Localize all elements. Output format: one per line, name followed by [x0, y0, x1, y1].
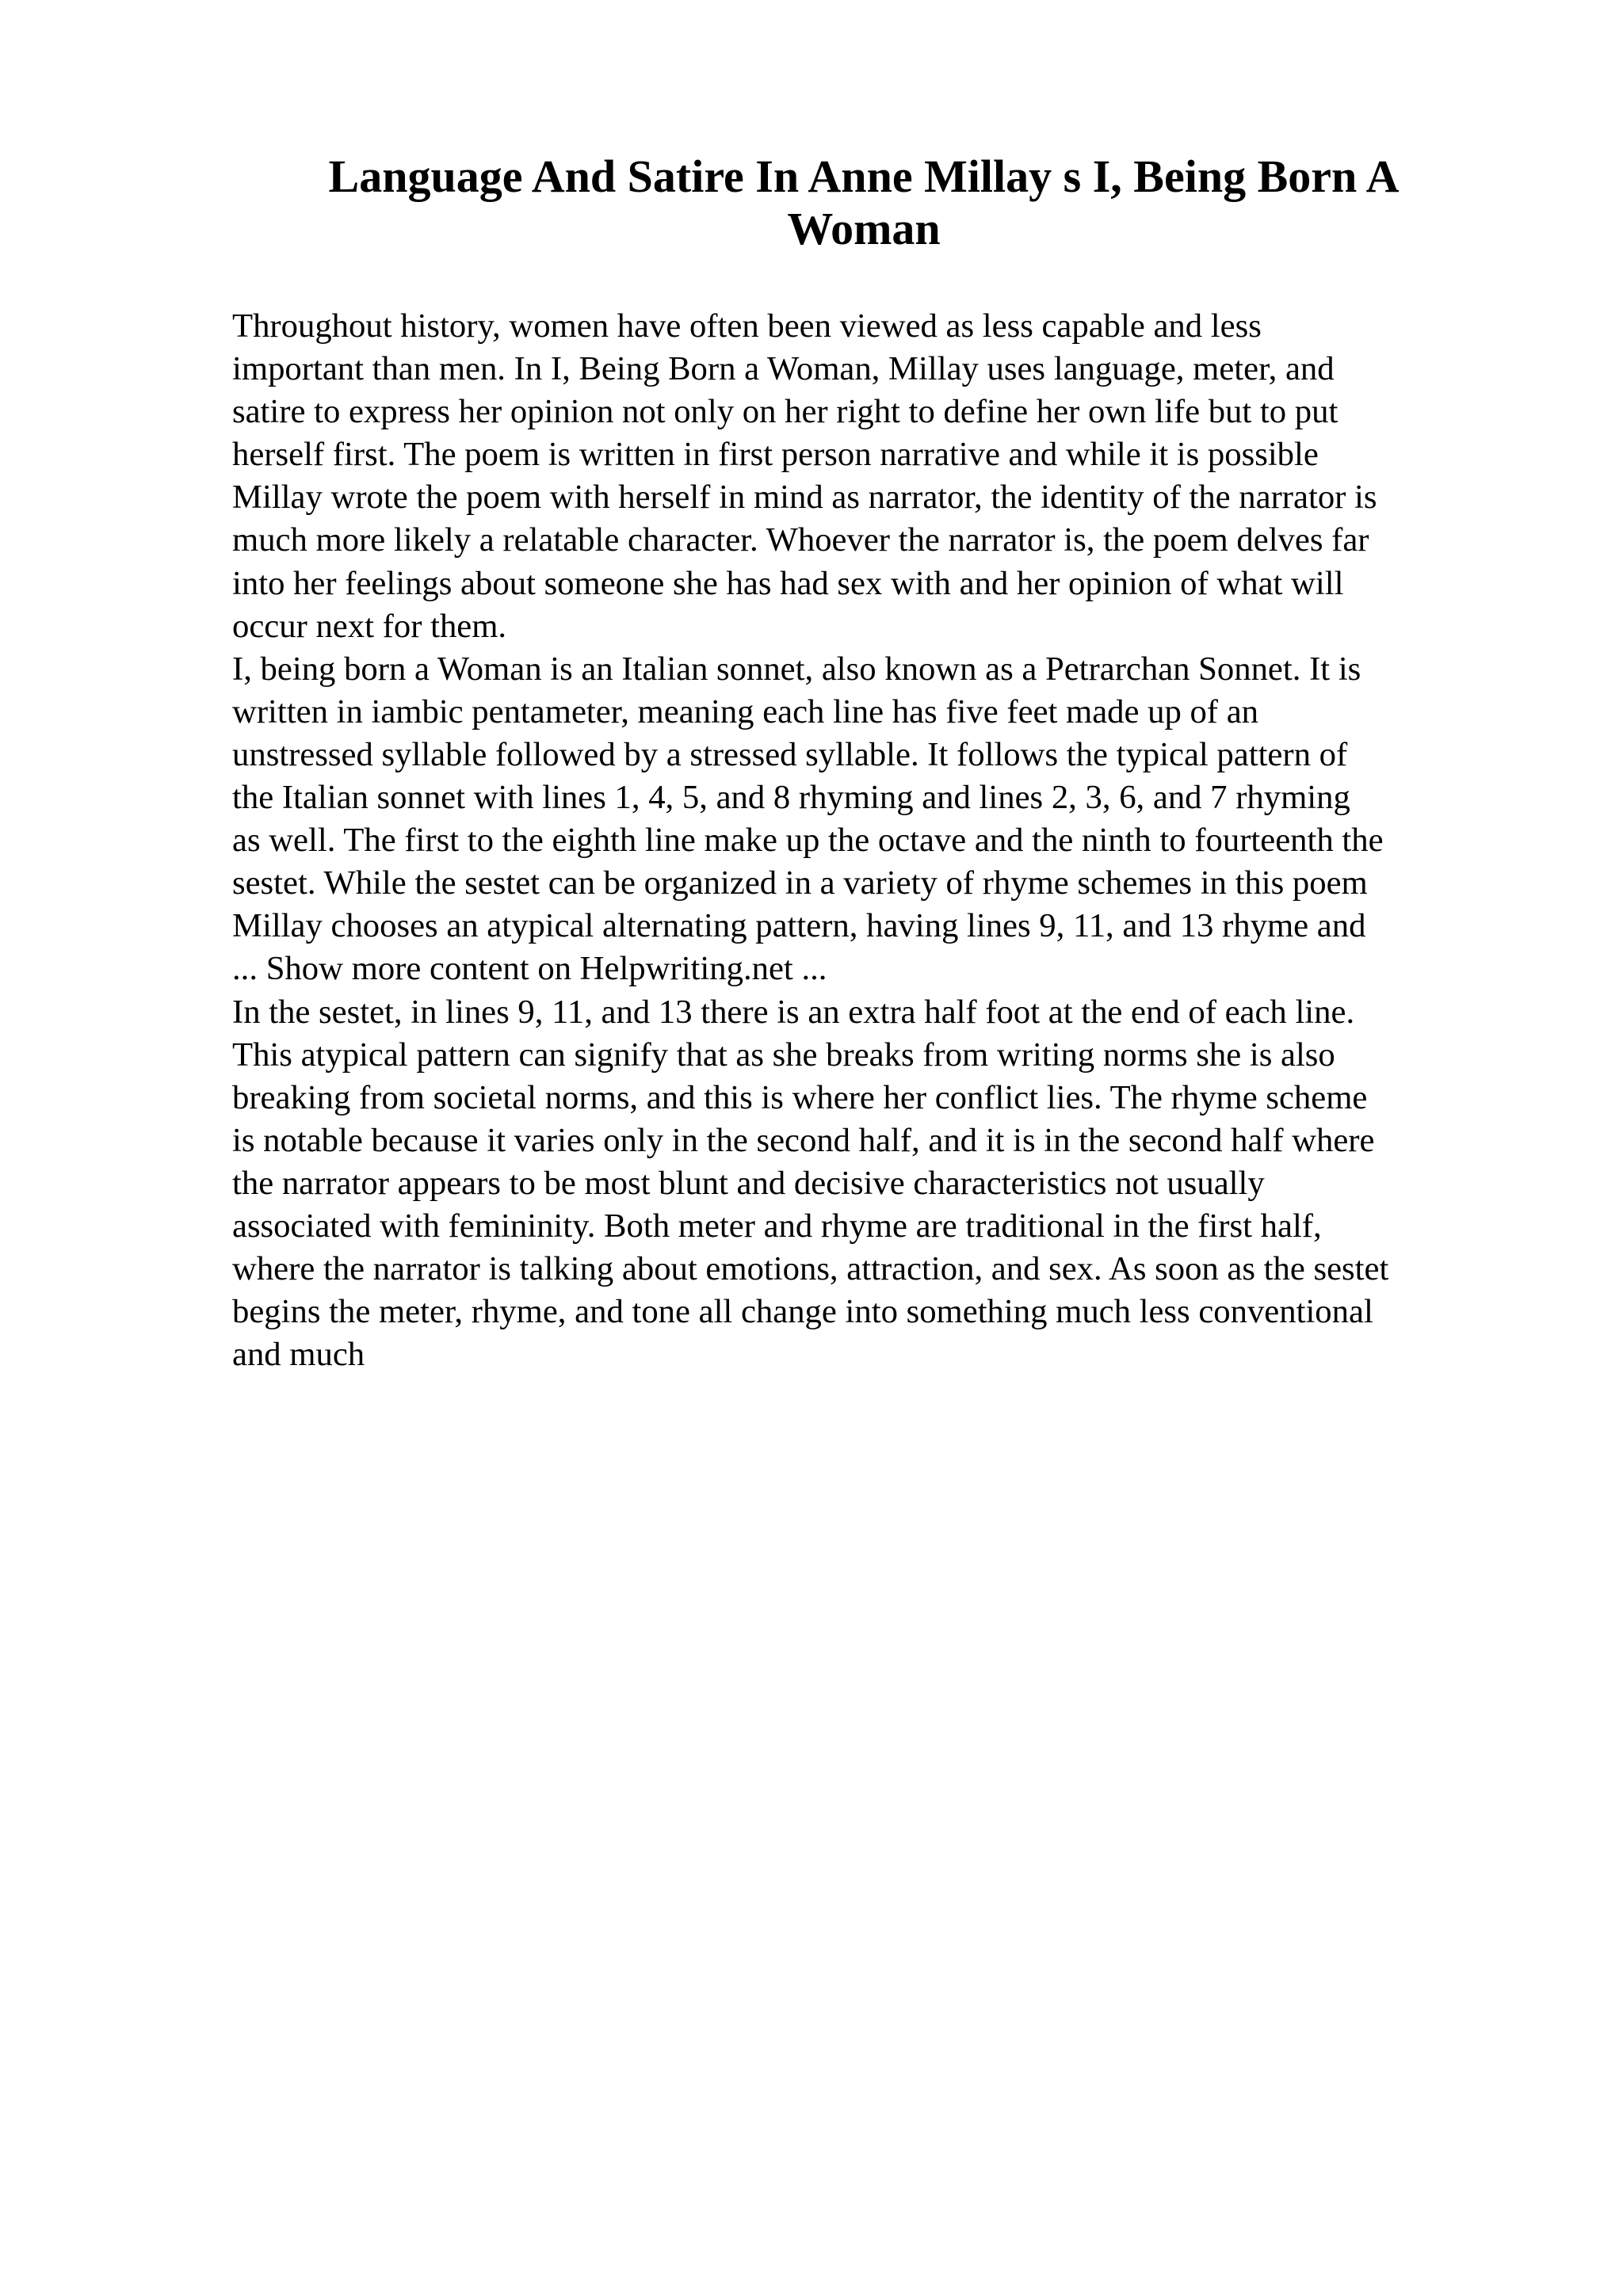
body-text-line: and much	[232, 1336, 365, 1374]
title-line: Woman	[787, 203, 941, 254]
body-text-line: unstressed syllable followed by a stressed syllable. It follows the typical pattern of	[232, 735, 1348, 773]
body-text-line: where the narrator is talking about emotions, attraction, and sex. As soon as the sestet	[232, 1250, 1389, 1288]
body-text-line: I, being born a Woman is an Italian sonnet, also known as a Petrarchan Sonnet. It is	[232, 650, 1361, 688]
body-text-line: is notable because it varies only in the second half, and it is in the second half where	[232, 1121, 1375, 1159]
body-text-line: much more likely a relatable character. Whoever the narrator is, the poem delves far	[232, 521, 1369, 559]
document-title	[230, 151, 1498, 255]
body-text-line: the Italian sonnet with lines 1, 4, 5, and 8 rhyming and lines 2, 3, 6, and 7 rhyming	[232, 779, 1350, 817]
title-line: Language And Satire In Anne Millay s I, Being Born A	[328, 151, 1400, 202]
body-text-line: Millay wrote the poem with herself in mind as narrator, the identity of the narrator is	[232, 479, 1377, 517]
body-text-line: In the sestet, in lines 9, 11, and 13 there is an extra half foot at the end of each line.	[232, 993, 1355, 1031]
body-text-line: written in iambic pentameter, meaning each line has five feet made up of an	[232, 692, 1258, 730]
body-text-line: Millay chooses an atypical alternating pattern, having lines 9, 11, and 13 rhyme and	[232, 907, 1366, 945]
document-body	[232, 305, 1508, 1376]
body-text-line: Throughout history, women have often been viewed as less capable and less	[232, 307, 1262, 345]
body-text-line: herself first. The poem is written in first person narrative and while it is possible	[232, 436, 1319, 474]
body-text-line: satire to express her opinion not only on her right to define her own life but to put	[232, 393, 1338, 431]
body-text-line: This atypical pattern can signify that as she breaks from writing norms she is also	[232, 1035, 1335, 1074]
body-text-line: breaking from societal norms, and this is where her conflict lies. The rhyme scheme	[232, 1078, 1368, 1116]
body-text-line: into her feelings about someone she has had sex with and her opinion of what will	[232, 564, 1344, 602]
body-text-line: the narrator appears to be most blunt and decisive characteristics not usually	[232, 1164, 1265, 1202]
body-text-line: occur next for them.	[232, 607, 507, 645]
body-text-line: as well. The first to the eighth line make up the octave and the ninth to fourteenth the	[232, 822, 1384, 860]
show-more-notice: ... Show more content on Helpwriting.net ...	[232, 950, 827, 988]
body-text-line: begins the meter, rhyme, and tone all change into something much less conventional	[232, 1293, 1373, 1331]
body-text-line: associated with femininity. Both meter and rhyme are traditional in the first half,	[232, 1207, 1322, 1245]
body-text-line: sestet. While the sestet can be organized in a variety of rhyme schemes in this poem	[232, 864, 1368, 902]
body-text-line: important than men. In I, Being Born a Woman, Millay uses language, meter, and	[232, 350, 1335, 388]
